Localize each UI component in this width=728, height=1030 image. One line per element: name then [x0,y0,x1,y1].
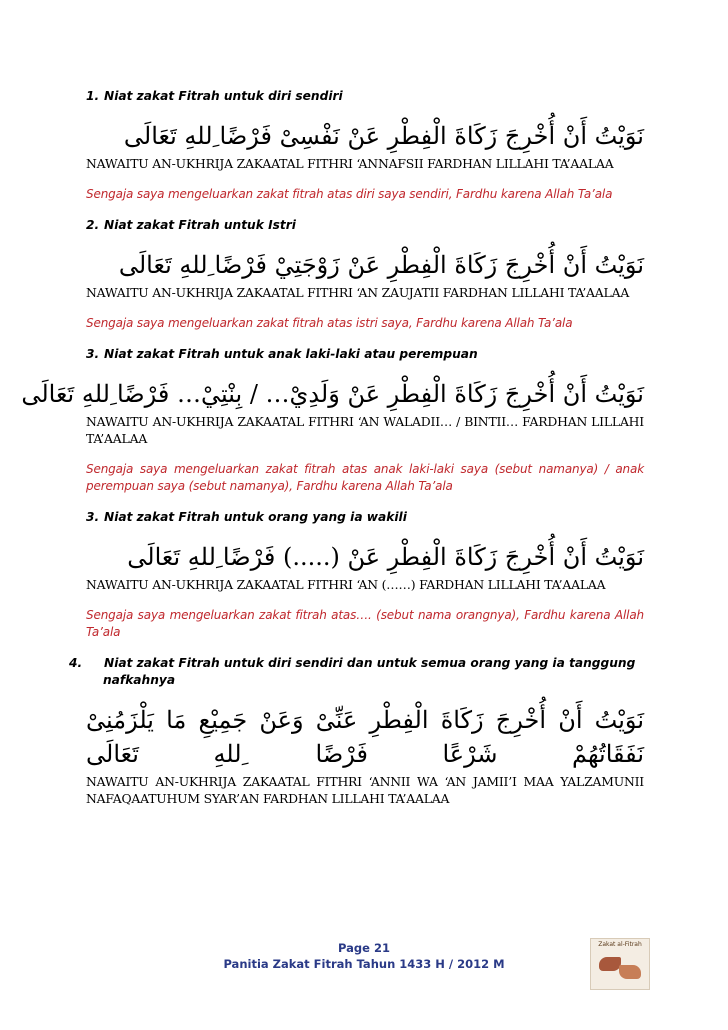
translation: Sengaja saya mengeluarkan zakat fitrah atas…. (sebut nama orangnya), Fardhu karena Allah Ta’ala [86,608,644,639]
zakat-logo-image [590,938,650,990]
section-3 [21,346,644,495]
arabic-text: نَوَيْتُ أَنْ أُخْرِجَ زَكَاةَ الْفِطْرِ عَنِّىْ وَعَنْ جَمِيْعِ مَا يَلْزَمُنِىْ نَفَقَاتُهُمْ شَرْعًا فَرْضًا ِللهِ تَعَالَى [86,706,644,768]
section-heading [86,217,644,234]
section-title: Niat zakat Fitrah untuk orang yang ia wakili [104,510,407,524]
section-number: 2. [86,218,100,232]
section-title: Niat zakat Fitrah untuk Istri [104,218,296,232]
transliteration: NAWAITU AN-UKHRIJA ZAKAATAL FITHRI ‘AN (……) FARDHAN LILLAHI TA’AALAA [86,577,606,592]
translation: Sengaja saya mengeluarkan zakat fitrah atas anak laki-laki saya (sebut namanya) / anak perempuan saya (sebut namanya), Fardhu karena Allah Ta’ala [86,462,644,493]
section-title: Niat zakat Fitrah untuk anak laki-laki atau perempuan [104,347,478,361]
page-number: Page 21 [338,941,390,955]
section-5 [69,655,644,807]
transliteration: NAWAITU AN-UKHRIJA ZAKAATAL FITHRI ‘AN WALADII… / BINTII… FARDHAN LILLAHI TA’AALAA [86,414,644,446]
transliteration: NAWAITU AN-UKHRIJA ZAKAATAL FITHRI ‘ANNII WA ‘AN JAMII’I MAA YALZAMUNII NAFAQAATUHUM SYAR’AN FARDHAN LILLAHI TA’AALAA [86,774,644,806]
document-body [21,88,644,821]
section-title: Niat zakat Fitrah untuk diri sendiri [104,89,343,103]
transliteration: NAWAITU AN-UKHRIJA ZAKAATAL FITHRI ‘ANNAFSII FARDHAN LILLAHI TA’AALAA [86,156,614,171]
section-heading [69,655,644,689]
arabic-text: نَوَيْتُ أَنْ أُخْرِجَ زَكَاةَ الْفِطْرِ عَنْ وَلَدِيْ… / بِنْتِيْ… فَرْضًا ِللهِ تَعَالَى [21,380,644,408]
section-4 [86,509,644,641]
giving-hand-icon [599,957,621,971]
transliteration: NAWAITU AN-UKHRIJA ZAKAATAL FITHRI ‘AN ZAUJATII FARDHAN LILLAHI TA’AALAA [86,285,630,300]
section-2 [86,217,644,332]
section-title: Niat zakat Fitrah untuk diri sendiri dan untuk semua orang yang ia tanggung nafkahnya [103,656,636,687]
logo-caption: Zakat al-Fitrah [598,941,642,948]
translation: Sengaja saya mengeluarkan zakat fitrah atas diri saya sendiri, Fardhu karena Allah Ta’ala [86,187,613,201]
section-number: 4. [69,656,83,670]
arabic-text: نَوَيْتُ أَنْ أُخْرِجَ زَكَاةَ الْفِطْرِ عَنْ نَفْسِىْ فَرْضًا ِللهِ تَعَالَى [123,122,644,150]
arabic-text: نَوَيْتُ أَنْ أُخْرِجَ زَكَاةَ الْفِطْرِ عَنْ (.....) فَرْضًا ِللهِ تَعَالَى [127,543,644,571]
section-number: 3. [86,347,100,361]
translation: Sengaja saya mengeluarkan zakat fitrah atas istri saya, Fardhu karena Allah Ta’ala [86,316,573,330]
section-heading [86,88,644,105]
receiving-hand-icon [619,965,641,979]
footer-subtitle: Panitia Zakat Fitrah Tahun 1433 H / 2012 M [223,957,505,971]
section-number: 1. [86,89,100,103]
arabic-text: نَوَيْتُ أَنْ أُخْرِجَ زَكَاةَ الْفِطْرِ عَنْ زَوْجَتِيْ فَرْضًا ِللهِ تَعَالَى [118,251,644,279]
section-heading [86,346,644,363]
section-number: 3. [86,510,100,524]
section-1 [86,88,644,203]
section-heading [86,509,644,526]
